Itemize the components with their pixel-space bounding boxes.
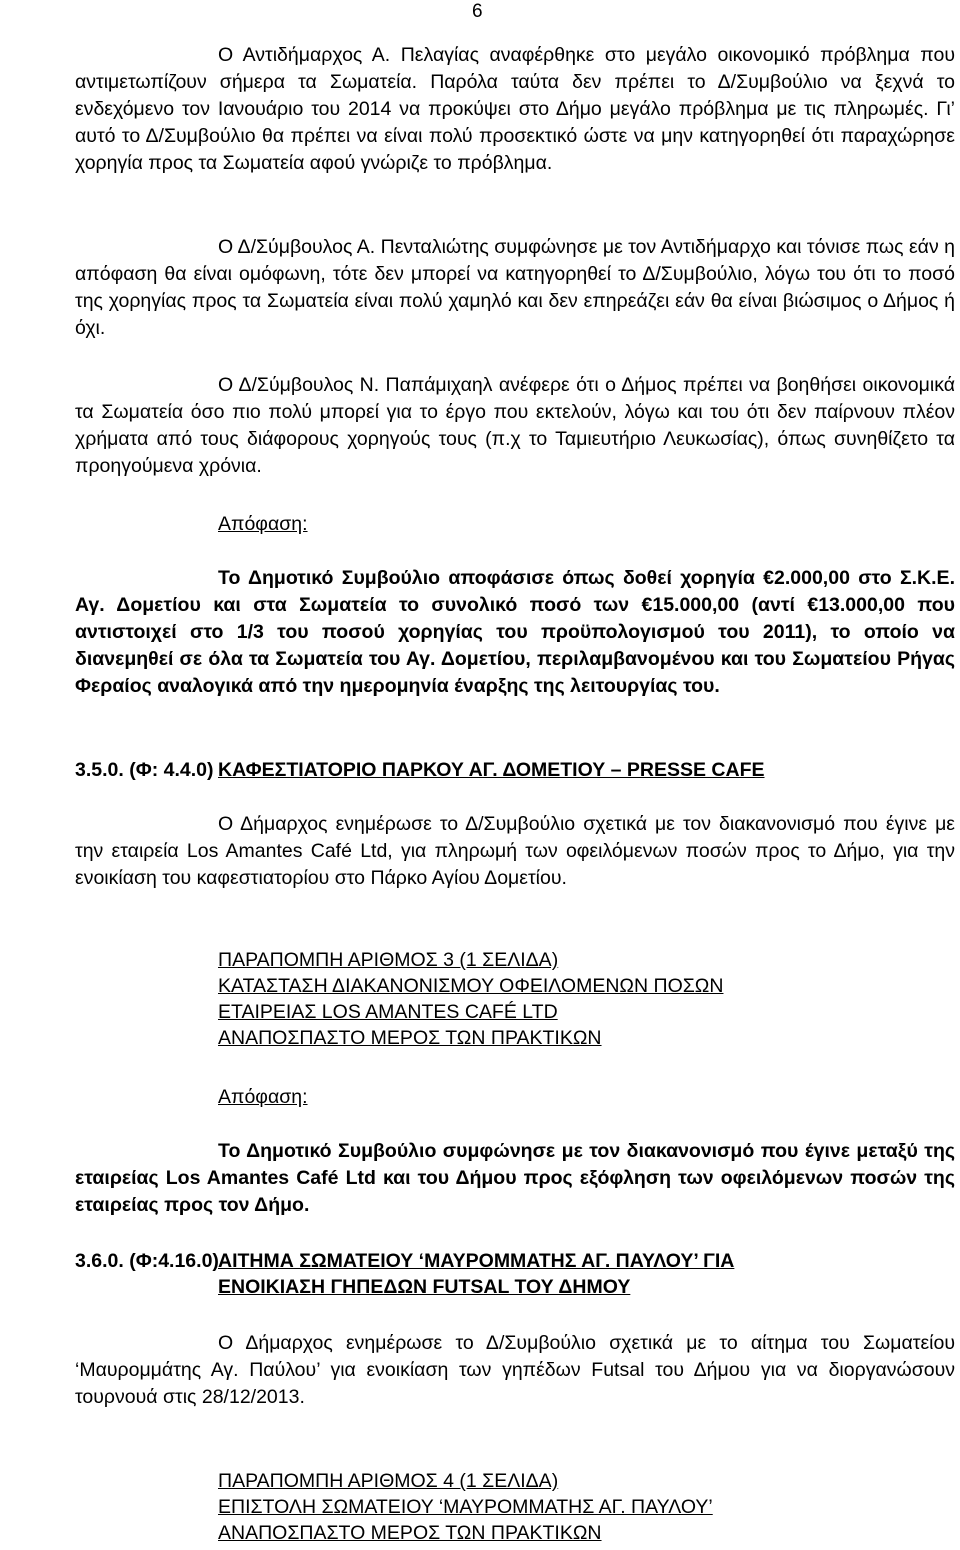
section-title	[218, 1248, 734, 1300]
paragraph-text: Ο Αντιδήμαρχος Α. Πελαγίας αναφέρθηκε στο μεγάλο οικονομικό πρόβλημα που αντιμετωπίζουν σήμερα τα Σωματεία. Παρόλα ταύτα δεν πρέπει το Δ/Συμβούλιο να ξεχνά το ενδεχόμενο τον Ιανουάριο του 2014 να προκύψει στο Δήμο μεγάλο πρόβλημα με τις πληρωμές. Γι’ αυτό το Δ/Συμβούλιο θα πρέπει να είναι πολύ προσεκτικό ώστε να μην κατηγορηθεί ότι παραχώρησε χορηγία προς τα Σωματεία αφού γνώριζε το πρόβλημα.	[75, 44, 955, 174]
reference-line: ΚΑΤΑΣΤΑΣΗ ΔΙΑΚΑΝΟΝΙΣΜΟΥ ΟΦΕΙΛΟΜΕΝΩΝ ΠΟΣΩΝ	[218, 975, 724, 997]
decision-text	[75, 565, 955, 700]
section1-paragraph	[75, 811, 955, 892]
reference-line: ΕΠΙΣΤΟΛΗ ΣΩΜΑΤΕΙΟΥ ‘ΜΑΥΡΟΜΜΑΤΗΣ ΑΓ. ΠΑΥΛΟΥ’	[218, 1496, 713, 1518]
section-title-line: ΑΙΤΗΜΑ ΣΩΜΑΤΕΙΟΥ ‘ΜΑΥΡΟΜΜΑΤΗΣ ΑΓ. ΠΑΥΛΟΥ’ ΓΙΑ	[218, 1250, 735, 1272]
decision-label: Απόφαση:	[218, 513, 308, 535]
section-number: 3.5.0. (Φ: 4.4.0)	[75, 759, 214, 781]
reference-block	[218, 1468, 713, 1546]
decision-label: Απόφαση:	[218, 1086, 308, 1108]
paragraph-text: Ο Δ/Σύμβουλος Ν. Παπάμιχαηλ ανέφερε ότι ο Δήμος πρέπει να βοηθήσει οικονομικά τα Σωματεία όσο πιο πολύ μπορεί για το έργο που εκτελούν, λόγω και του ότι δεν παίρνουν πλέον χρήματα από τους διάφορους χορηγούς τους (π.χ το Ταμιευτήριο Λευκωσίας), όπως συνηθίζετο τα προηγούμενα χρόνια.	[75, 374, 955, 477]
paragraph-text: Το Δημοτικό Συμβούλιο αποφάσισε όπως δοθεί χορηγία €2.000,00 στο Σ.Κ.Ε. Αγ. Δομετίου και στα Σωματεία το συνολικό ποσό των €15.000,00 (αντί €13.000,00 που αντιστοιχεί στο 1/3 του ποσού χορηγίας του προϋπολογισμού του 2011), το οποίο να διανεμηθεί σε όλα τα Σωματεία του Αγ. Δομετίου, περιλαμβανομένου και του Σωματείου Ρήγας Φεραίος αναλογικά από την ημερομηνία έναρξης της λειτουργίας του.	[75, 567, 955, 697]
reference-line: ΑΝΑΠΟΣΠΑΣΤΟ ΜΕΡΟΣ ΤΩΝ ΠΡΑΚΤΙΚΩΝ	[218, 1522, 602, 1544]
paragraph-pentaliotis	[75, 234, 955, 342]
paragraph-text: Το Δημοτικό Συμβούλιο συμφώνησε με τον διακανονισμό που έγινε μεταξύ της εταιρείας Los Amantes Café Ltd και του Δήμου προς εξόφληση των οφειλόμενων ποσών της εταιρείας προς τον Δήμο.	[75, 1140, 955, 1216]
section-title: ΚΑΦΕΣΤΙΑΤΟΡΙΟ ΠΑΡΚΟΥ ΑΓ. ΔΟΜΕΤΙΟΥ – PRESSE CAFE	[218, 759, 765, 781]
section2-paragraph	[75, 1330, 955, 1411]
section-title-line: ΕΝΟΙΚΙΑΣΗ ΓΗΠΕΔΩΝ FUTSAL ΤΟΥ ΔΗΜΟΥ	[218, 1276, 631, 1298]
paragraph-text: Ο Δήμαρχος ενημέρωσε το Δ/Συμβούλιο σχετικά με τον διακανονισμό που έγινε με την εταιρεία Los Amantes Café Ltd, για πληρωμή των οφειλόμενων ποσών προς το Δήμο, για την ενοικίαση του καφεστιατορίου στο Πάρκο Αγίου Δομετίου.	[75, 813, 955, 889]
reference-line: ΠΑΡΑΠΟΜΠΗ ΑΡΙΘΜΟΣ 3 (1 ΣΕΛΙΔΑ)	[218, 949, 559, 971]
reference-line: ΕΤΑΙΡΕΙΑΣ LOS AMANTES CAFÉ LTD	[218, 1001, 558, 1023]
paragraph-deputy-mayor	[75, 42, 955, 177]
section-number: 3.6.0. (Φ:4.16.0)	[75, 1250, 219, 1272]
paragraph-papamichael	[75, 372, 955, 480]
paragraph-text: Ο Δήμαρχος ενημέρωσε το Δ/Συμβούλιο σχετικά με το αίτημα του Σωματείου ‘Μαυρομμάτης Αγ. Παύλου’ για ενοικίαση των γηπέδων Futsal του Δήμου για να διοργανώσουν τουρνουά στις 28/12/2013.	[75, 1332, 955, 1408]
reference-line: ΑΝΑΠΟΣΠΑΣΤΟ ΜΕΡΟΣ ΤΩΝ ΠΡΑΚΤΙΚΩΝ	[218, 1027, 602, 1049]
paragraph-text: Ο Δ/Σύμβουλος Α. Πενταλιώτης συμφώνησε με τον Αντιδήμαρχο και τόνισε πως εάν η απόφαση θα είναι ομόφωνη, τότε δεν μπορεί να κατηγορηθεί το Δ/Συμβούλιο, λόγω του ότι το ποσό της χορηγίας προς τα Σωματεία είναι πολύ χαμηλό και δεν επηρεάζει εάν θα είναι βιώσιμος ο Δήμος ή όχι.	[75, 236, 955, 339]
page-number: 6	[472, 1, 483, 22]
reference-line: ΠΑΡΑΠΟΜΠΗ ΑΡΙΘΜΟΣ 4 (1 ΣΕΛΙΔΑ)	[218, 1470, 559, 1492]
decision-text	[75, 1138, 955, 1219]
reference-block	[218, 947, 723, 1051]
